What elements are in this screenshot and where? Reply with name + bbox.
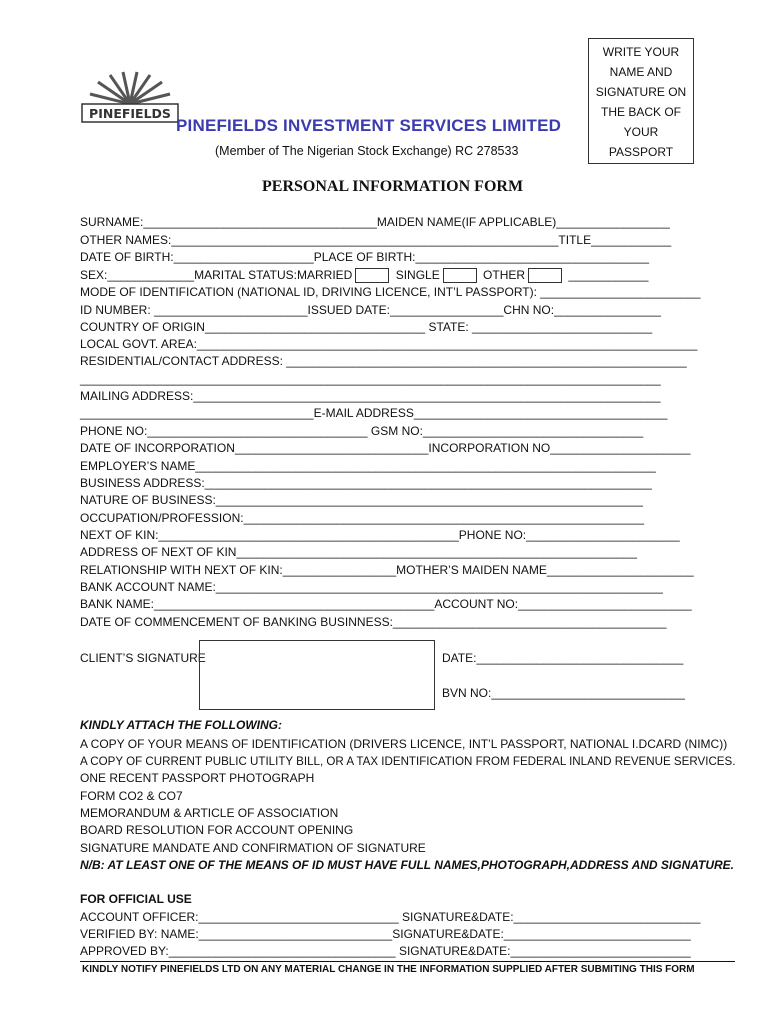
occupation-field[interactable]: OCCUPATION/PROFESSION:____________________________________________________________: [80, 511, 644, 525]
email-field[interactable]: ___________________________________E-MAIL ADDRESS______________________________________: [80, 406, 668, 420]
dob-field[interactable]: DATE OF BIRTH:_____________________PLACE OF BIRTH:___________________________________: [80, 250, 650, 264]
country-field[interactable]: COUNTRY OF ORIGIN_________________________________ STATE: ___________________________: [80, 320, 653, 334]
passport-instruction-box: [588, 38, 694, 164]
residential-field[interactable]: RESIDENTIAL/CONTACT ADDRESS: ____________________________________________________________: [80, 354, 687, 368]
residential-field-2[interactable]: _______________________________________________________________________________________: [80, 372, 661, 386]
logo-wordmark: PINEFIELDS: [89, 106, 171, 121]
client-signature-label: CLIENT’S SIGNATURE: [80, 651, 206, 665]
passport-line: SIGNATURE ON: [595, 85, 687, 99]
other-names-field[interactable]: OTHER NAMES:__________________________________________________________TITLE____________: [80, 233, 672, 247]
bank-name-field[interactable]: BANK NAME:__________________________________________ACCOUNT NO:__________________________: [80, 597, 692, 611]
date-field[interactable]: DATE:_______________________________: [442, 651, 684, 665]
footer-notice: KINDLY NOTIFY PINEFIELDS LTD ON ANY MATERIAL CHANGE IN THE INFORMATION SUPPLIED AFTER SUBMITING THIS FORM: [82, 964, 695, 975]
passport-line: WRITE YOUR: [602, 45, 680, 59]
employer-field[interactable]: EMPLOYER’S NAME_____________________________________________________________________: [80, 459, 656, 473]
lga-field[interactable]: LOCAL GOVT. AREA:___________________________________________________________________________: [80, 337, 698, 351]
relationship-field[interactable]: RELATIONSHIP WITH NEXT OF KIN:_________________MOTHER’S MAIDEN NAME______________________: [80, 563, 694, 577]
footer-divider: [80, 961, 735, 962]
address-nok-field[interactable]: ADDRESS OF NEXT OF KIN____________________________________________________________: [80, 545, 637, 559]
business-address-field[interactable]: BUSINESS ADDRESS:___________________________________________________________________: [80, 476, 652, 490]
incorporation-field[interactable]: DATE OF INCORPORATION_____________________________INCORPORATION NO_____________________: [80, 441, 691, 455]
attach-item: MEMORANDUM & ARTICLE OF ASSOCIATION: [80, 806, 339, 820]
attach-heading: KINDLY ATTACH THE FOLLOWING:: [80, 718, 282, 732]
id-note: N/B: AT LEAST ONE OF THE MEANS OF ID MUST HAVE FULL NAMES,PHOTOGRAPH,ADDRESS AND SIGNATURE.: [80, 858, 735, 872]
company-logo: [80, 70, 180, 126]
verified-by-field[interactable]: VERIFIED BY: NAME:_____________________________SIGNATURE&DATE:____________________________: [80, 927, 691, 941]
single-checkbox[interactable]: [443, 268, 477, 283]
surname-field[interactable]: SURNAME:___________________________________MAIDEN NAME(IF APPLICABLE)_________________: [80, 215, 670, 229]
passport-line: THE BACK OF: [600, 105, 681, 119]
attach-item: BOARD RESOLUTION FOR ACCOUNT OPENING: [80, 823, 354, 837]
attach-item: ONE RECENT PASSPORT PHOTOGRAPH: [80, 771, 315, 785]
official-use-heading: FOR OFFICIAL USE: [80, 892, 192, 906]
company-name: PINEFIELDS INVESTMENT SERVICES LIMITED: [176, 116, 562, 135]
mode-id-field[interactable]: MODE OF IDENTIFICATION (NATIONAL ID, DRIVING LICENCE, INT’L PASSPORT): ________________________: [80, 285, 701, 299]
bvn-field[interactable]: BVN NO:_____________________________: [442, 686, 685, 700]
client-signature-box[interactable]: [199, 640, 435, 710]
other-checkbox[interactable]: [528, 268, 562, 283]
form-title: PERSONAL INFORMATION FORM: [262, 178, 524, 195]
phone-field[interactable]: PHONE NO:_________________________________ GSM NO:_________________________________: [80, 424, 644, 438]
married-checkbox[interactable]: [355, 268, 389, 283]
attach-item: FORM CO2 & CO7: [80, 789, 183, 803]
attach-item: A COPY OF CURRENT PUBLIC UTILITY BILL, OR A TAX IDENTIFICATION FROM FEDERAL INLAND REVENUE SERVICES.: [80, 754, 736, 768]
nature-business-field[interactable]: NATURE OF BUSINESS:________________________________________________________________: [80, 493, 643, 507]
passport-line: YOUR: [623, 125, 659, 139]
sex-marital-field[interactable]: SEX:_____________MARITAL STATUS:MARRIED SINGLE OTHER ____________: [80, 268, 649, 282]
approved-by-field[interactable]: APPROVED BY:__________________________________ SIGNATURE&DATE:___________________________: [80, 944, 691, 958]
passport-line: PASSPORT: [608, 145, 674, 159]
account-officer-field[interactable]: ACCOUNT OFFICER:______________________________ SIGNATURE&DATE:____________________________: [80, 910, 701, 924]
attach-item: A COPY OF YOUR MEANS OF IDENTIFICATION (DRIVERS LICENCE, INT’L PASSPORT, NATIONAL I.DCARD (NIMC)): [80, 737, 728, 751]
commencement-field[interactable]: DATE OF COMMENCEMENT OF BANKING BUSINNESS:_________________________________________: [80, 615, 667, 629]
bank-account-name-field[interactable]: BANK ACCOUNT NAME:___________________________________________________________________: [80, 580, 663, 594]
mailing-field[interactable]: MAILING ADDRESS:______________________________________________________________________: [80, 389, 661, 403]
id-number-field[interactable]: ID NUMBER: _______________________ISSUED DATE:_________________CHN NO:________________: [80, 303, 661, 317]
next-of-kin-field[interactable]: NEXT OF KIN:_____________________________________________PHONE NO:_______________________: [80, 528, 680, 542]
passport-line: NAME AND: [609, 65, 673, 79]
attach-item: SIGNATURE MANDATE AND CONFIRMATION OF SIGNATURE: [80, 841, 426, 855]
membership-note: (Member of The Nigerian Stock Exchange) RC 278533: [215, 144, 519, 158]
